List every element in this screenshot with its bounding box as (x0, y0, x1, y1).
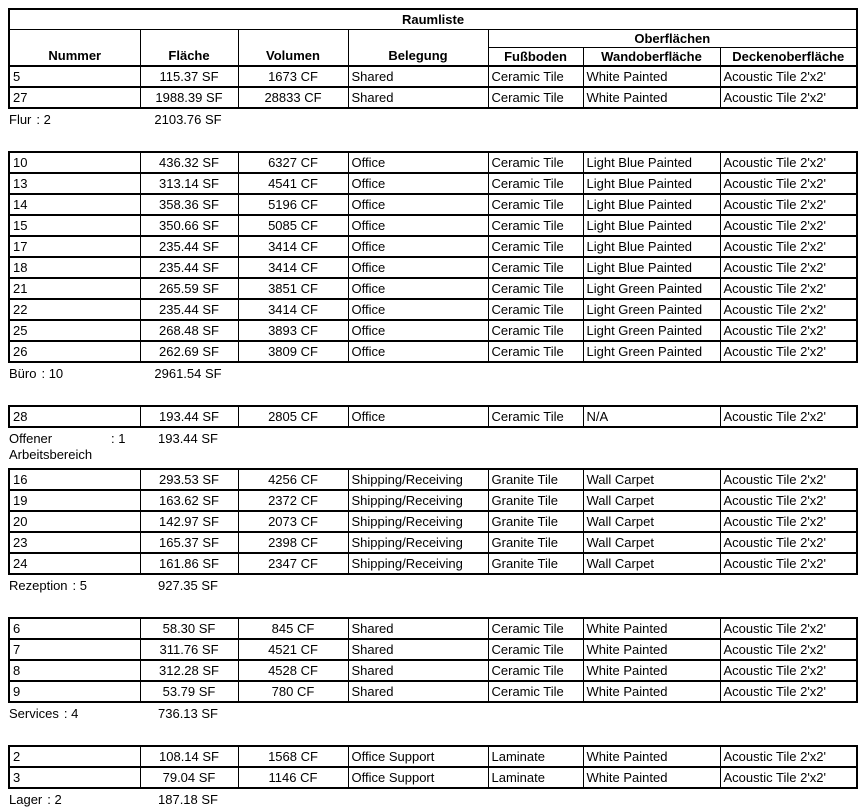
cell-flaeche: 79.04 SF (140, 767, 238, 788)
cell-belegung: Office (348, 173, 488, 194)
cell-nummer: 15 (9, 215, 140, 236)
group-footer (8, 366, 856, 383)
cell-volumen: 2073 CF (238, 511, 348, 532)
cell-nummer: 5 (9, 66, 140, 87)
cell-wandoberflaeche: White Painted (583, 639, 720, 660)
cell-deckenoberflaeche: Acoustic Tile 2'x2' (720, 299, 857, 320)
header-row-group (9, 30, 857, 48)
cell-belegung: Shipping/Receiving (348, 469, 488, 490)
table-row (9, 257, 857, 278)
cell-belegung: Shipping/Receiving (348, 553, 488, 574)
cell-flaeche: 436.32 SF (140, 152, 238, 173)
raumliste-schedule (8, 8, 856, 809)
table-row (9, 152, 857, 173)
cell-wandoberflaeche: Light Blue Painted (583, 236, 720, 257)
cell-fussboden: Granite Tile (488, 532, 583, 553)
cell-belegung: Office (348, 299, 488, 320)
cell-wandoberflaeche: Light Blue Painted (583, 152, 720, 173)
cell-volumen: 2347 CF (238, 553, 348, 574)
schedule-group-table (8, 468, 858, 575)
cell-volumen: 5085 CF (238, 215, 348, 236)
cell-belegung: Shipping/Receiving (348, 532, 488, 553)
cell-nummer: 19 (9, 490, 140, 511)
cell-wandoberflaeche: White Painted (583, 87, 720, 108)
cell-deckenoberflaeche: Acoustic Tile 2'x2' (720, 406, 857, 427)
cell-deckenoberflaeche: Acoustic Tile 2'x2' (720, 215, 857, 236)
cell-volumen: 780 CF (238, 681, 348, 702)
cell-nummer: 2 (9, 746, 140, 767)
cell-flaeche: 358.36 SF (140, 194, 238, 215)
cell-wandoberflaeche: Wall Carpet (583, 469, 720, 490)
group-count: : 1 (111, 431, 126, 446)
group-total: 736.13 SF (158, 706, 218, 721)
cell-fussboden: Laminate (488, 767, 583, 788)
cell-volumen: 4256 CF (238, 469, 348, 490)
cell-nummer: 7 (9, 639, 140, 660)
cell-flaeche: 262.69 SF (140, 341, 238, 362)
cell-fussboden: Ceramic Tile (488, 639, 583, 660)
cell-deckenoberflaeche: Acoustic Tile 2'x2' (720, 320, 857, 341)
cell-belegung: Office (348, 278, 488, 299)
cell-nummer: 22 (9, 299, 140, 320)
cell-nummer: 21 (9, 278, 140, 299)
table-row (9, 469, 857, 490)
cell-belegung: Shared (348, 681, 488, 702)
cell-volumen: 5196 CF (238, 194, 348, 215)
cell-wandoberflaeche: White Painted (583, 66, 720, 87)
cell-belegung: Shared (348, 639, 488, 660)
cell-wandoberflaeche: Wall Carpet (583, 532, 720, 553)
cell-belegung: Shared (348, 87, 488, 108)
cell-deckenoberflaeche: Acoustic Tile 2'x2' (720, 490, 857, 511)
cell-flaeche: 161.86 SF (140, 553, 238, 574)
cell-fussboden: Ceramic Tile (488, 681, 583, 702)
cell-volumen: 3414 CF (238, 257, 348, 278)
cell-belegung: Office (348, 236, 488, 257)
cell-deckenoberflaeche: Acoustic Tile 2'x2' (720, 660, 857, 681)
cell-deckenoberflaeche: Acoustic Tile 2'x2' (720, 469, 857, 490)
cell-fussboden: Ceramic Tile (488, 236, 583, 257)
cell-deckenoberflaeche: Acoustic Tile 2'x2' (720, 173, 857, 194)
cell-volumen: 6327 CF (238, 152, 348, 173)
cell-nummer: 10 (9, 152, 140, 173)
cell-flaeche: 235.44 SF (140, 299, 238, 320)
cell-nummer: 23 (9, 532, 140, 553)
table-row (9, 660, 857, 681)
table-row (9, 87, 857, 108)
cell-deckenoberflaeche: Acoustic Tile 2'x2' (720, 532, 857, 553)
cell-fussboden: Ceramic Tile (488, 299, 583, 320)
schedule-group-table (8, 151, 858, 363)
cell-deckenoberflaeche: Acoustic Tile 2'x2' (720, 767, 857, 788)
cell-volumen: 28833 CF (238, 87, 348, 108)
cell-fussboden: Granite Tile (488, 490, 583, 511)
cell-nummer: 27 (9, 87, 140, 108)
group-footer (8, 578, 856, 595)
cell-belegung: Office Support (348, 746, 488, 767)
cell-flaeche: 58.30 SF (140, 618, 238, 639)
cell-deckenoberflaeche: Acoustic Tile 2'x2' (720, 553, 857, 574)
cell-flaeche: 268.48 SF (140, 320, 238, 341)
cell-volumen: 3414 CF (238, 299, 348, 320)
cell-fussboden: Ceramic Tile (488, 660, 583, 681)
group-footer (8, 706, 856, 723)
cell-deckenoberflaeche: Acoustic Tile 2'x2' (720, 639, 857, 660)
cell-wandoberflaeche: Wall Carpet (583, 553, 720, 574)
cell-fussboden: Ceramic Tile (488, 215, 583, 236)
cell-nummer: 28 (9, 406, 140, 427)
cell-deckenoberflaeche: Acoustic Tile 2'x2' (720, 681, 857, 702)
cell-flaeche: 1988.39 SF (140, 87, 238, 108)
group-name: Lager (9, 792, 43, 807)
cell-wandoberflaeche: N/A (583, 406, 720, 427)
schedule-group-table (8, 617, 858, 703)
cell-nummer: 8 (9, 660, 140, 681)
cell-fussboden: Ceramic Tile (488, 320, 583, 341)
cell-volumen: 2805 CF (238, 406, 348, 427)
table-row (9, 194, 857, 215)
cell-wandoberflaeche: White Painted (583, 618, 720, 639)
cell-nummer: 17 (9, 236, 140, 257)
cell-wandoberflaeche: Light Blue Painted (583, 173, 720, 194)
schedule-group-table (8, 405, 858, 428)
cell-belegung: Shipping/Receiving (348, 490, 488, 511)
col-header-fussboden: Fußboden (488, 48, 583, 67)
group-count: : 10 (41, 366, 64, 381)
table-row (9, 511, 857, 532)
col-header-volumen: Volumen (238, 30, 348, 67)
group-name: Services (9, 706, 59, 721)
cell-flaeche: 313.14 SF (140, 173, 238, 194)
cell-flaeche: 165.37 SF (140, 532, 238, 553)
table-row (9, 553, 857, 574)
group-count: : 2 (47, 792, 62, 807)
col-group-header-oberflaechen: Oberflächen (488, 30, 857, 48)
cell-nummer: 13 (9, 173, 140, 194)
cell-fussboden: Ceramic Tile (488, 341, 583, 362)
cell-belegung: Office (348, 215, 488, 236)
cell-deckenoberflaeche: Acoustic Tile 2'x2' (720, 66, 857, 87)
group-name: Rezeption (9, 578, 68, 593)
cell-volumen: 1673 CF (238, 66, 348, 87)
schedule-table (8, 8, 858, 109)
group-count: : 4 (63, 706, 79, 721)
col-header-flaeche: Fläche (140, 30, 238, 67)
cell-flaeche: 108.14 SF (140, 746, 238, 767)
cell-deckenoberflaeche: Acoustic Tile 2'x2' (720, 87, 857, 108)
cell-belegung: Office (348, 320, 488, 341)
cell-belegung: Shared (348, 66, 488, 87)
cell-volumen: 4521 CF (238, 639, 348, 660)
cell-wandoberflaeche: White Painted (583, 767, 720, 788)
cell-wandoberflaeche: White Painted (583, 660, 720, 681)
cell-nummer: 20 (9, 511, 140, 532)
cell-belegung: Office (348, 194, 488, 215)
cell-volumen: 3809 CF (238, 341, 348, 362)
group-total: 187.18 SF (158, 792, 218, 807)
cell-volumen: 845 CF (238, 618, 348, 639)
cell-flaeche: 311.76 SF (140, 639, 238, 660)
cell-flaeche: 312.28 SF (140, 660, 238, 681)
table-row (9, 406, 857, 427)
cell-flaeche: 293.53 SF (140, 469, 238, 490)
table-row (9, 341, 857, 362)
cell-belegung: Shipping/Receiving (348, 511, 488, 532)
cell-fussboden: Ceramic Tile (488, 194, 583, 215)
cell-volumen: 1568 CF (238, 746, 348, 767)
cell-wandoberflaeche: Light Blue Painted (583, 194, 720, 215)
cell-fussboden: Ceramic Tile (488, 618, 583, 639)
cell-volumen: 2372 CF (238, 490, 348, 511)
cell-belegung: Office (348, 152, 488, 173)
cell-flaeche: 53.79 SF (140, 681, 238, 702)
cell-fussboden: Ceramic Tile (488, 87, 583, 108)
cell-fussboden: Granite Tile (488, 469, 583, 490)
table-row (9, 66, 857, 87)
group-count: : 2 (36, 112, 51, 127)
cell-flaeche: 115.37 SF (140, 66, 238, 87)
cell-wandoberflaeche: White Painted (583, 746, 720, 767)
cell-volumen: 1146 CF (238, 767, 348, 788)
cell-flaeche: 142.97 SF (140, 511, 238, 532)
cell-nummer: 18 (9, 257, 140, 278)
group-count: : 5 (72, 578, 88, 593)
col-header-belegung: Belegung (348, 30, 488, 67)
cell-volumen: 3851 CF (238, 278, 348, 299)
col-header-deckenoberflaeche: Deckenoberfläche (720, 48, 857, 67)
cell-wandoberflaeche: Light Blue Painted (583, 215, 720, 236)
cell-belegung: Office Support (348, 767, 488, 788)
cell-deckenoberflaeche: Acoustic Tile 2'x2' (720, 194, 857, 215)
cell-wandoberflaeche: Light Green Painted (583, 299, 720, 320)
schedule-title: Raumliste (9, 9, 857, 30)
cell-deckenoberflaeche: Acoustic Tile 2'x2' (720, 278, 857, 299)
cell-wandoberflaeche: Light Blue Painted (583, 257, 720, 278)
cell-volumen: 4528 CF (238, 660, 348, 681)
cell-flaeche: 265.59 SF (140, 278, 238, 299)
cell-nummer: 14 (9, 194, 140, 215)
group-total: 2961.54 SF (154, 366, 222, 381)
group-total: 2103.76 SF (154, 112, 222, 127)
cell-wandoberflaeche: Light Green Painted (583, 278, 720, 299)
cell-wandoberflaeche: Light Green Painted (583, 320, 720, 341)
cell-wandoberflaeche: Wall Carpet (583, 490, 720, 511)
table-row (9, 278, 857, 299)
group-name: Offener Arbeitsbereich (9, 431, 93, 462)
cell-deckenoberflaeche: Acoustic Tile 2'x2' (720, 236, 857, 257)
cell-wandoberflaeche: Wall Carpet (583, 511, 720, 532)
table-row (9, 681, 857, 702)
cell-fussboden: Ceramic Tile (488, 66, 583, 87)
cell-deckenoberflaeche: Acoustic Tile 2'x2' (720, 341, 857, 362)
table-row (9, 618, 857, 639)
cell-volumen: 3414 CF (238, 236, 348, 257)
cell-deckenoberflaeche: Acoustic Tile 2'x2' (720, 511, 857, 532)
cell-nummer: 6 (9, 618, 140, 639)
cell-belegung: Shared (348, 618, 488, 639)
col-header-wandoberflaeche: Wandoberfläche (583, 48, 720, 67)
schedule-group-table (8, 745, 858, 789)
cell-nummer: 3 (9, 767, 140, 788)
cell-nummer: 24 (9, 553, 140, 574)
table-row (9, 173, 857, 194)
cell-wandoberflaeche: Light Green Painted (583, 341, 720, 362)
group-name: Büro (9, 366, 37, 381)
cell-nummer: 25 (9, 320, 140, 341)
group-footer (8, 792, 856, 809)
cell-belegung: Office (348, 341, 488, 362)
cell-fussboden: Ceramic Tile (488, 257, 583, 278)
cell-deckenoberflaeche: Acoustic Tile 2'x2' (720, 257, 857, 278)
cell-nummer: 16 (9, 469, 140, 490)
cell-volumen: 2398 CF (238, 532, 348, 553)
cell-deckenoberflaeche: Acoustic Tile 2'x2' (720, 746, 857, 767)
group-footer (8, 431, 856, 463)
cell-flaeche: 235.44 SF (140, 257, 238, 278)
cell-fussboden: Ceramic Tile (488, 152, 583, 173)
cell-fussboden: Ceramic Tile (488, 173, 583, 194)
cell-fussboden: Laminate (488, 746, 583, 767)
col-header-nummer: Nummer (9, 30, 140, 67)
table-row (9, 746, 857, 767)
cell-fussboden: Granite Tile (488, 553, 583, 574)
cell-deckenoberflaeche: Acoustic Tile 2'x2' (720, 618, 857, 639)
title-row (9, 9, 857, 30)
cell-nummer: 9 (9, 681, 140, 702)
table-row (9, 767, 857, 788)
cell-deckenoberflaeche: Acoustic Tile 2'x2' (720, 152, 857, 173)
cell-flaeche: 235.44 SF (140, 236, 238, 257)
cell-volumen: 3893 CF (238, 320, 348, 341)
group-name: Flur (9, 112, 32, 127)
cell-fussboden: Granite Tile (488, 511, 583, 532)
table-row (9, 215, 857, 236)
cell-flaeche: 163.62 SF (140, 490, 238, 511)
cell-fussboden: Ceramic Tile (488, 278, 583, 299)
table-row (9, 320, 857, 341)
cell-belegung: Shared (348, 660, 488, 681)
cell-nummer: 26 (9, 341, 140, 362)
group-total: 193.44 SF (158, 431, 218, 446)
table-row (9, 236, 857, 257)
cell-wandoberflaeche: White Painted (583, 681, 720, 702)
cell-fussboden: Ceramic Tile (488, 406, 583, 427)
cell-flaeche: 193.44 SF (140, 406, 238, 427)
cell-flaeche: 350.66 SF (140, 215, 238, 236)
table-row (9, 639, 857, 660)
table-row (9, 299, 857, 320)
table-row (9, 490, 857, 511)
cell-volumen: 4541 CF (238, 173, 348, 194)
cell-belegung: Office (348, 406, 488, 427)
group-total: 927.35 SF (158, 578, 218, 593)
cell-belegung: Office (348, 257, 488, 278)
table-row (9, 532, 857, 553)
group-footer (8, 112, 856, 129)
